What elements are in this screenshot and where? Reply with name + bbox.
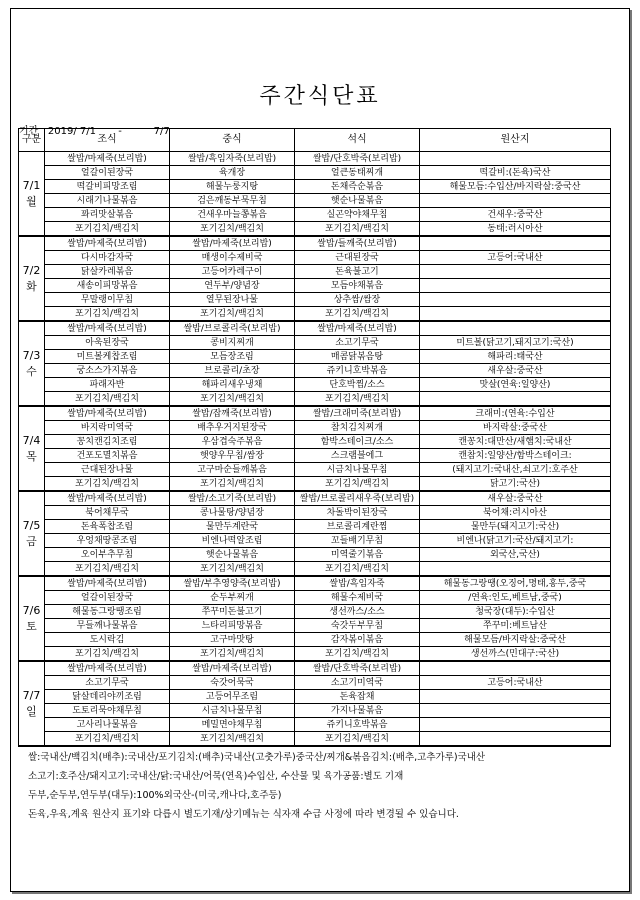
table-row <box>19 293 611 307</box>
origin-cell <box>420 293 611 307</box>
dinner-cell: 해물수제비국 <box>295 591 420 605</box>
lunch-cell: 모듬장조림 <box>170 350 295 364</box>
table-row <box>19 633 611 647</box>
table-row <box>19 152 611 166</box>
breakfast-cell: 돈육폭찹조림 <box>45 520 170 534</box>
breakfast-cell: 오이부추무침 <box>45 548 170 562</box>
lunch-cell: 육개장 <box>170 166 295 180</box>
origin-cell: 새우살:중국산 <box>420 491 611 506</box>
origin-cell: 쭈꾸미:베트남산 <box>420 619 611 633</box>
dinner-cell: 숙갓두부무침 <box>295 619 420 633</box>
lunch-cell: 쭈꾸미돈불고기 <box>170 605 295 619</box>
lunch-cell: 우삼겹숙주볶음 <box>170 435 295 449</box>
origin-cell: 고등어:국내산 <box>420 251 611 265</box>
table-row <box>19 251 611 265</box>
table-row <box>19 647 611 662</box>
table-header-row <box>19 129 611 152</box>
dinner-cell: 실곤약야채무침 <box>295 208 420 222</box>
dinner-cell: 단호박찜/소스 <box>295 378 420 392</box>
table-row <box>19 576 611 591</box>
breakfast-cell: 무말랭이무침 <box>45 293 170 307</box>
weekly-menu-table <box>18 128 611 747</box>
breakfast-cell: 포기김치/백김치 <box>45 562 170 577</box>
breakfast-cell: 바지락미역국 <box>45 421 170 435</box>
note-line: 두부,순두부,연두부(대두):100%외국산-(미국,캐나다,호주등) <box>28 790 282 801</box>
dinner-cell: 생선까스/소스 <box>295 605 420 619</box>
table-row <box>19 491 611 506</box>
breakfast-cell: 시래기나물볶음 <box>45 194 170 208</box>
table-row <box>19 194 611 208</box>
table-row <box>19 321 611 336</box>
breakfast-cell: 쌀밥/마제죽(보리밥) <box>45 491 170 506</box>
header-lunch: 중식 <box>170 129 295 152</box>
breakfast-cell: 포기김치/백김치 <box>45 222 170 237</box>
table-row <box>19 222 611 237</box>
dinner-cell: 차돌박이된장국 <box>295 506 420 520</box>
header-dinner: 석식 <box>295 129 420 152</box>
dinner-cell: 매콤닭볶음탕 <box>295 350 420 364</box>
origin-cell: 캔꽁치:대만산/새햄치:국내산 <box>420 435 611 449</box>
breakfast-cell: 닭살데리야끼조림 <box>45 690 170 704</box>
breakfast-cell: 닭살카레볶음 <box>45 265 170 279</box>
lunch-cell: 해파리새우냉채 <box>170 378 295 392</box>
dinner-cell: 쌀밥/단호박죽(보리밥) <box>295 661 420 676</box>
breakfast-cell: 파래자반 <box>45 378 170 392</box>
day-label: 7/1 월 <box>19 152 45 237</box>
dinner-cell: 모듬야채볶음 <box>295 279 420 293</box>
table-row <box>19 732 611 747</box>
dinner-cell: 함박스테이크/소스 <box>295 435 420 449</box>
origin-cell <box>420 732 611 747</box>
table-row <box>19 449 611 463</box>
table-row <box>19 208 611 222</box>
lunch-cell: 포기김치/백김치 <box>170 222 295 237</box>
breakfast-cell: 우엉채땅콩조림 <box>45 534 170 548</box>
table-row <box>19 718 611 732</box>
dinner-cell: 쥬키니호박볶음 <box>295 364 420 378</box>
breakfast-cell: 근대된장나물 <box>45 463 170 477</box>
breakfast-cell: 포기김치/백김치 <box>45 477 170 492</box>
lunch-cell: 숙갓어묵국 <box>170 676 295 690</box>
origin-cell <box>420 265 611 279</box>
day-label: 7/6 토 <box>19 576 45 661</box>
origin-cell <box>420 279 611 293</box>
lunch-cell: 쌀밥/흑임자죽(보리밥) <box>170 152 295 166</box>
breakfast-cell: 쌀밥/마제죽(보리밥) <box>45 576 170 591</box>
breakfast-cell: 떡갈비피망조림 <box>45 180 170 194</box>
table-row <box>19 619 611 633</box>
table-row <box>19 690 611 704</box>
dinner-cell: 쌀밥/마제죽(보리밥) <box>295 321 420 336</box>
dinner-cell: 포기김치/백김치 <box>295 732 420 747</box>
origin-cell: 캔참치:일양산/함박스테이크: <box>420 449 611 463</box>
dinner-cell: 소고기무국 <box>295 336 420 350</box>
dinner-cell: 가지나물볶음 <box>295 704 420 718</box>
lunch-cell: 쌀밥/소고기죽(보리밥) <box>170 491 295 506</box>
lunch-cell: 순두부찌개 <box>170 591 295 605</box>
lunch-cell: 검은깨동부묵무침 <box>170 194 295 208</box>
lunch-cell: 열무된장나물 <box>170 293 295 307</box>
origin-cell: 해파리:태국산 <box>420 350 611 364</box>
dinner-cell: 쌀밥/브로콜리새우죽(보리밥) <box>295 491 420 506</box>
dinner-cell: 얼큰동태찌개 <box>295 166 420 180</box>
origin-cell <box>420 236 611 251</box>
lunch-cell: 메밀면야채무침 <box>170 718 295 732</box>
table-row <box>19 435 611 449</box>
breakfast-cell: 북어채무국 <box>45 506 170 520</box>
table-row <box>19 463 611 477</box>
breakfast-cell: 미트볼케찹조림 <box>45 350 170 364</box>
lunch-cell: 쌀밥/마제죽(보리밥) <box>170 236 295 251</box>
table-row <box>19 520 611 534</box>
table-row <box>19 350 611 364</box>
dinner-cell: 포기김치/백김치 <box>295 307 420 322</box>
lunch-cell: 포기김치/백김치 <box>170 732 295 747</box>
lunch-cell: 브로콜리/초장 <box>170 364 295 378</box>
origin-cell <box>420 194 611 208</box>
breakfast-cell: 다시마감자국 <box>45 251 170 265</box>
dinner-cell: 상추쌈/쌈장 <box>295 293 420 307</box>
table-row <box>19 676 611 690</box>
lunch-cell: 포기김치/백김치 <box>170 562 295 577</box>
origin-cell <box>420 661 611 676</box>
origin-cell: 맛살(연육:일양산) <box>420 378 611 392</box>
breakfast-cell: 해물동그랑땡조림 <box>45 605 170 619</box>
breakfast-cell: 소고기무국 <box>45 676 170 690</box>
period-value: 2019/ 7/1 - 7/7 <box>47 126 170 137</box>
breakfast-cell: 꽁치캔김치조림 <box>45 435 170 449</box>
origin-cell: 고등어:국내산 <box>420 676 611 690</box>
dinner-cell: 쌀밥/크래미죽(보리밥) <box>295 406 420 421</box>
breakfast-cell: 쌀밥/마제죽(보리밥) <box>45 406 170 421</box>
table-row <box>19 265 611 279</box>
table-row <box>19 506 611 520</box>
lunch-cell: 쌀밥/잡깨죽(보리밥) <box>170 406 295 421</box>
lunch-cell: 느타리피망볶음 <box>170 619 295 633</box>
table-row <box>19 236 611 251</box>
dinner-cell: 쌀밥/단호박죽(보리밥) <box>295 152 420 166</box>
page-title: 주간식단표 <box>259 84 381 109</box>
note-line: 돈육,우육,계육 원산지 표기와 다릅시 별도기재/상기메뉴는 식자재 수급 사정에 따라 변경될 수 있습니다. <box>28 809 459 820</box>
breakfast-cell: 무들깨나물볶음 <box>45 619 170 633</box>
lunch-cell: 고등어무조림 <box>170 690 295 704</box>
table-row <box>19 392 611 407</box>
dinner-cell: 돈육불고기 <box>295 265 420 279</box>
breakfast-cell: 포기김치/백김치 <box>45 392 170 407</box>
table-row <box>19 562 611 577</box>
origin-cell: 바지락살:중국산 <box>420 421 611 435</box>
origin-cell <box>420 321 611 336</box>
origin-cell: 생선까스(민대구:국산) <box>420 647 611 662</box>
breakfast-cell: 새송이피망볶음 <box>45 279 170 293</box>
breakfast-cell: 쌀밥/마제죽(보리밥) <box>45 661 170 676</box>
dinner-cell: 꼬들배기무침 <box>295 534 420 548</box>
origin-cell <box>420 307 611 322</box>
origin-cell <box>420 704 611 718</box>
dinner-cell: 감자볶이볶음 <box>295 633 420 647</box>
table-row <box>19 548 611 562</box>
lunch-cell: 고구마맛탕 <box>170 633 295 647</box>
lunch-cell: 쌀밥/부추영양죽(보리밥) <box>170 576 295 591</box>
origin-cell: 닭고기:국산) <box>420 477 611 492</box>
origin-cell: 해물모듬/바지락살:중국산 <box>420 633 611 647</box>
origin-cell: 청국장(대두):수입산 <box>420 605 611 619</box>
header-category: 구분 <box>19 129 45 152</box>
lunch-cell: 건새우마늘쫑볶음 <box>170 208 295 222</box>
period-label: 기간 <box>19 126 39 137</box>
origin-cell: 물만두(돼지고기:국산) <box>420 520 611 534</box>
dinner-cell: 쥬키니호박볶음 <box>295 718 420 732</box>
breakfast-cell: 얼갈이된장국 <box>45 591 170 605</box>
table-row <box>19 591 611 605</box>
day-label: 7/5 금 <box>19 491 45 576</box>
dinner-cell: 포기김치/백김치 <box>295 562 420 577</box>
breakfast-cell: 고사리나물볶음 <box>45 718 170 732</box>
dinner-cell: 시금치나물무침 <box>295 463 420 477</box>
lunch-cell: 햇순나물볶음 <box>170 548 295 562</box>
dinner-cell: 쌀밥/들깨죽(보리밥) <box>295 236 420 251</box>
day-label: 7/7 일 <box>19 661 45 746</box>
table-row <box>19 279 611 293</box>
breakfast-cell: 쌀밥/마제죽(보리밥) <box>45 236 170 251</box>
table-row <box>19 704 611 718</box>
header-breakfast: 조식 <box>45 129 170 152</box>
origin-cell: 북어채:러시아산 <box>420 506 611 520</box>
dinner-cell: 햇순나물볶음 <box>295 194 420 208</box>
lunch-cell: 시금치나물무침 <box>170 704 295 718</box>
menu-body <box>19 152 611 747</box>
dinner-cell: 포기김치/백김치 <box>295 647 420 662</box>
table-row <box>19 336 611 350</box>
lunch-cell: 해물누룽지탕 <box>170 180 295 194</box>
dinner-cell: 돈육잡채 <box>295 690 420 704</box>
dinner-cell: 포기김치/백김치 <box>295 222 420 237</box>
note-line: 소고기:호주산/돼지고기:국내산/닭:국내산/어묵(연육)수입산, 수산물 및 육가공품:별도 기재 <box>28 771 404 782</box>
day-label: 7/4 목 <box>19 406 45 491</box>
lunch-cell: 쌀밥/마제죽(보리밥) <box>170 661 295 676</box>
origin-cell: (돼지고기:국내산,쇠고기:호주산 <box>420 463 611 477</box>
table-row <box>19 166 611 180</box>
origin-cell: 동태:러시아산 <box>420 222 611 237</box>
breakfast-cell: 궁소스가지볶음 <box>45 364 170 378</box>
lunch-cell: 포기김치/백김치 <box>170 307 295 322</box>
origin-cell: 새우살:중국산 <box>420 364 611 378</box>
breakfast-cell: 얼갈이된장국 <box>45 166 170 180</box>
dinner-cell: 근대된장국 <box>295 251 420 265</box>
breakfast-cell: 아욱된장국 <box>45 336 170 350</box>
notes-section <box>28 748 618 824</box>
lunch-cell: 연두부/양념장 <box>170 279 295 293</box>
origin-cell: 건새우:중국산 <box>420 208 611 222</box>
origin-cell: 미트볼(닭고기,돼지고기:국산) <box>420 336 611 350</box>
dinner-cell: 돈채즉순볶음 <box>295 180 420 194</box>
origin-cell <box>420 392 611 407</box>
table-row <box>19 534 611 548</box>
lunch-cell: 햇양우무침/쌈장 <box>170 449 295 463</box>
lunch-cell: 비엔나떡알조림 <box>170 534 295 548</box>
lunch-cell: 고구마순들깨볶음 <box>170 463 295 477</box>
lunch-cell: 콩비지찌개 <box>170 336 295 350</box>
breakfast-cell: 포기김치/백김치 <box>45 647 170 662</box>
origin-cell: /연육:인도,베트남,중국) <box>420 591 611 605</box>
breakfast-cell: 도토리묵야채무침 <box>45 704 170 718</box>
table-row <box>19 406 611 421</box>
table-row <box>19 378 611 392</box>
origin-cell <box>420 152 611 166</box>
lunch-cell: 포기김치/백김치 <box>170 477 295 492</box>
origin-cell: 비엔나(닭고기:국산/돼지고기: <box>420 534 611 548</box>
origin-cell <box>420 690 611 704</box>
lunch-cell: 물만두계란국 <box>170 520 295 534</box>
dinner-cell: 참치김치찌개 <box>295 421 420 435</box>
day-label: 7/2 화 <box>19 236 45 321</box>
table-row <box>19 421 611 435</box>
breakfast-cell: 쌀밥/마제죽(보리밥) <box>45 152 170 166</box>
breakfast-cell: 건포도멸치볶음 <box>45 449 170 463</box>
dinner-cell: 포기김치/백김치 <box>295 477 420 492</box>
dinner-cell: 브로콜리계란찜 <box>295 520 420 534</box>
lunch-cell: 포기김치/백김치 <box>170 392 295 407</box>
origin-cell: 떡갈비:(돈육)국산 <box>420 166 611 180</box>
table-row <box>19 307 611 322</box>
table-row <box>19 661 611 676</box>
origin-cell <box>420 718 611 732</box>
breakfast-cell: 포기김치/백김치 <box>45 732 170 747</box>
header-origin: 원산지 <box>420 129 611 152</box>
origin-cell: 해물동그랑땡(오징어,명태,홍두,중국 <box>420 576 611 591</box>
origin-cell: 외국산,국산) <box>420 548 611 562</box>
dinner-cell: 스크램블에그 <box>295 449 420 463</box>
table-row <box>19 477 611 492</box>
dinner-cell: 소고기미역국 <box>295 676 420 690</box>
lunch-cell: 쌀밥/브로콜리죽(보리밥) <box>170 321 295 336</box>
breakfast-cell: 쌀밥/마제죽(보리밥) <box>45 321 170 336</box>
table-row <box>19 180 611 194</box>
origin-cell: 해물모듬:수입산/바지락살:중국산 <box>420 180 611 194</box>
breakfast-cell: 꽈리맛살볶음 <box>45 208 170 222</box>
dinner-cell: 포기김치/백김치 <box>295 392 420 407</box>
table-row <box>19 364 611 378</box>
origin-cell: 크래미:(연육:수입산 <box>420 406 611 421</box>
dinner-cell: 쌀밥/흑임자죽 <box>295 576 420 591</box>
origin-cell <box>420 562 611 577</box>
breakfast-cell: 포기김치/백김치 <box>45 307 170 322</box>
dinner-cell: 미역줄기볶음 <box>295 548 420 562</box>
lunch-cell: 콩나물탕/양념장 <box>170 506 295 520</box>
day-label: 7/3 수 <box>19 321 45 406</box>
table-row <box>19 605 611 619</box>
lunch-cell: 매생이수제비국 <box>170 251 295 265</box>
breakfast-cell: 도시락김 <box>45 633 170 647</box>
lunch-cell: 배추우거지된장국 <box>170 421 295 435</box>
lunch-cell: 고등어카레구이 <box>170 265 295 279</box>
lunch-cell: 포기김치/백김치 <box>170 647 295 662</box>
note-line: 쌀:국내산/백김치(배추):국내산/포기김치:(배추)국내산(고춧가루)중국산/찌개&볶음김치:(배추,고추가루)국내산 <box>28 752 486 763</box>
